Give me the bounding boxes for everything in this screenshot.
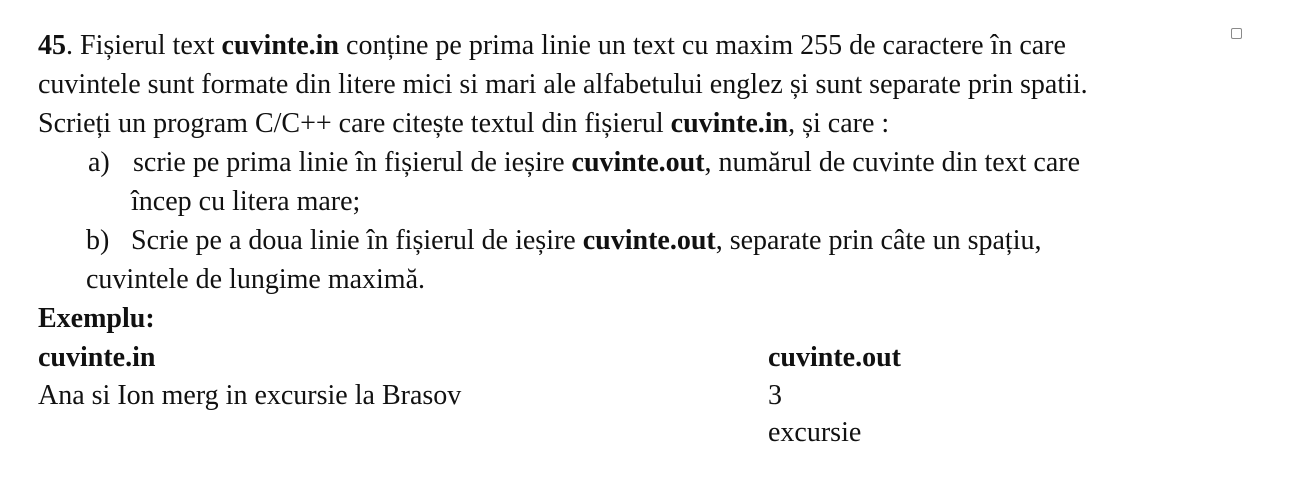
output-filename: cuvinte.out bbox=[582, 225, 716, 256]
example-output-header-text: cuvinte.out bbox=[768, 342, 901, 373]
example-heading-text: Exemplu: bbox=[38, 303, 155, 334]
task-a-line-2: încep cu litera mare; bbox=[131, 186, 361, 217]
example-input-header-text: cuvinte.in bbox=[38, 342, 156, 373]
task-a-text: scrie pe prima linie în fișierul de ieșire bbox=[133, 147, 572, 178]
problem-line-2: cuvintele sunt formate din litere mici si mari ale alfabetului englez și sunt separate prin spatii. bbox=[38, 69, 1088, 100]
problem-text: . Fișierul text bbox=[66, 30, 222, 61]
output-filename: cuvinte.out bbox=[571, 147, 705, 178]
example-input-header bbox=[38, 340, 155, 376]
problem-number: 45 bbox=[38, 30, 66, 61]
task-a-text: , numărul de cuvinte din text care bbox=[704, 147, 1081, 178]
problem-text: conține pe prima linie un text cu maxim 255 de caractere în care bbox=[339, 30, 1066, 61]
problem-text: Scrieți un program C/C++ care citește textul din fișierul bbox=[38, 108, 671, 139]
task-a-marker: a) bbox=[88, 147, 110, 178]
example-output-header bbox=[768, 340, 901, 376]
problem-text: , și care : bbox=[788, 108, 890, 139]
example-input-value: Ana si Ion merg in excursie la Brasov bbox=[38, 380, 462, 411]
example-output-line-1: 3 bbox=[768, 380, 782, 411]
example-output-line-2: excursie bbox=[768, 417, 862, 448]
task-b-text: Scrie pe a doua linie în fișierul de ieșire bbox=[131, 225, 583, 256]
problem-line-3 bbox=[38, 106, 889, 142]
problem-line-1 bbox=[38, 28, 1066, 64]
input-filename: cuvinte.in bbox=[670, 108, 789, 139]
task-b-line-1 bbox=[86, 223, 1042, 259]
input-filename: cuvinte.in bbox=[221, 30, 340, 61]
checkbox-icon[interactable] bbox=[1231, 28, 1242, 39]
task-b-line-2: cuvintele de lungime maximă. bbox=[86, 264, 426, 295]
task-b-text: , separate prin câte un spațiu, bbox=[715, 225, 1042, 256]
example-heading bbox=[38, 301, 155, 337]
task-b-marker: b) bbox=[86, 225, 110, 256]
task-a-line-1 bbox=[88, 145, 1080, 181]
